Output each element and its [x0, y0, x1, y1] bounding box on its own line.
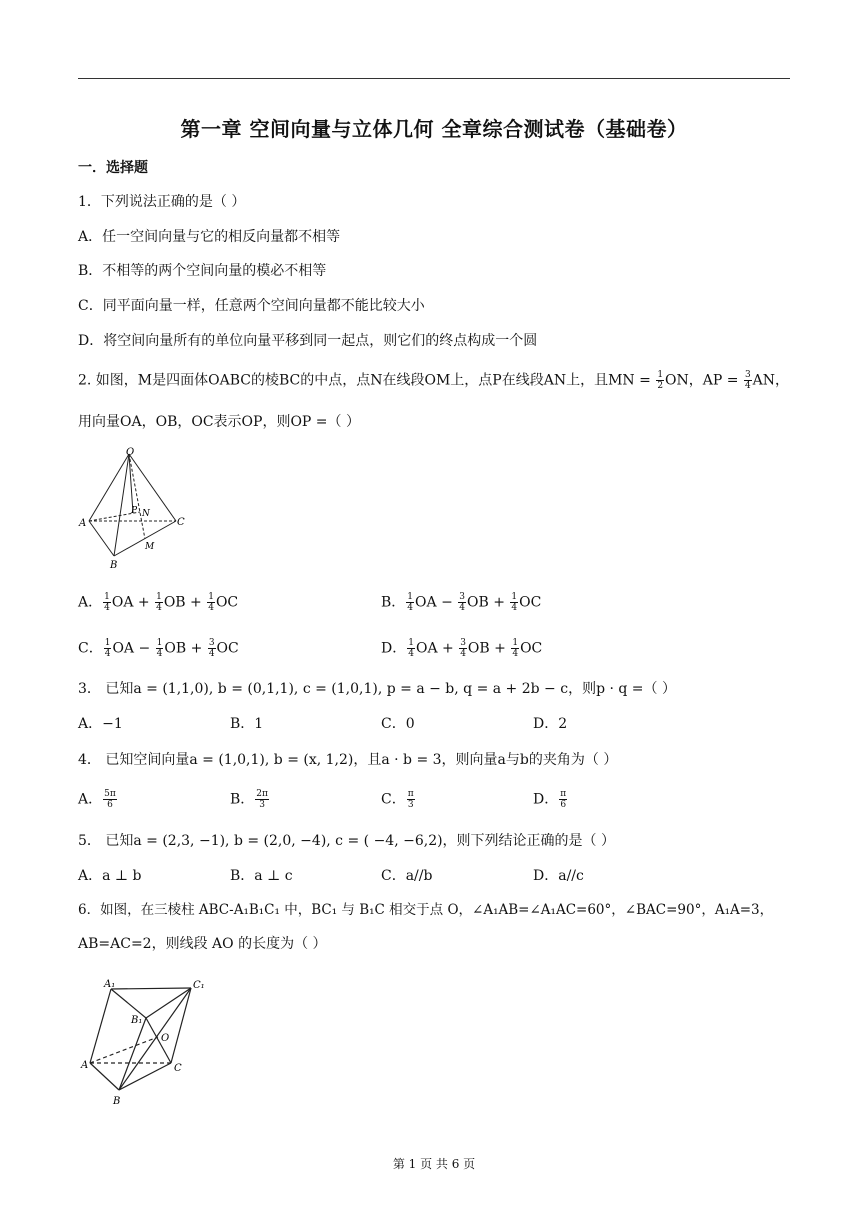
fraction	[559, 789, 567, 810]
q3-option-b: B．1	[230, 716, 264, 732]
label-o: O	[161, 1033, 170, 1044]
fraction	[104, 638, 112, 659]
edge-a1c1	[111, 988, 191, 989]
q3-option-d: D．2	[533, 716, 568, 732]
denominator: 4	[744, 381, 751, 391]
q2-stem-part-b: ON，AP =	[665, 372, 743, 389]
denominator: 4	[512, 649, 519, 659]
edge-oa	[89, 454, 129, 521]
q4-option-d	[533, 789, 568, 810]
term: OA +	[415, 640, 459, 657]
label-c: C	[177, 517, 185, 528]
denominator: 6	[560, 800, 567, 810]
option-label: C．	[381, 791, 406, 808]
edge-bc	[119, 1063, 171, 1090]
denominator: 4	[208, 603, 214, 613]
q2-option-c	[78, 638, 239, 659]
q2-stem	[78, 370, 789, 391]
page-footer: 第 1 页 共 6 页	[392, 1157, 476, 1171]
term: OC	[216, 640, 239, 657]
edge-a1a	[90, 989, 111, 1063]
q2-option-b	[381, 592, 541, 613]
numerator: 1	[657, 370, 664, 380]
term: OA −	[415, 594, 458, 611]
denominator: 4	[156, 649, 163, 659]
q4-option-c	[381, 789, 416, 810]
denominator: 6	[107, 800, 113, 810]
q2-stem-part-c: AN，	[752, 372, 790, 389]
label-b: B	[113, 1096, 121, 1107]
option-label: D．	[381, 640, 407, 657]
fraction	[207, 592, 215, 613]
numerator: 1	[156, 592, 162, 602]
label-b1: B₁	[131, 1015, 143, 1026]
numerator: 1	[511, 592, 518, 602]
denominator: 4	[104, 603, 110, 613]
fraction	[406, 592, 414, 613]
label-n: N	[142, 509, 150, 519]
denominator: 4	[408, 649, 414, 659]
denominator: 3	[259, 800, 265, 810]
numerator: 3	[460, 638, 466, 648]
label-b: B	[110, 560, 118, 571]
q6-stem: 6．如图，在三棱柱 ABC-A₁B₁C₁ 中，BC₁ 与 B₁C 相交于点 O，∠A₁AB=∠A₁AC=60°，∠BAC=90°，A₁A=3，	[78, 902, 774, 918]
numerator: 3	[208, 638, 215, 648]
label-m: M	[145, 542, 155, 552]
q4-option-b	[230, 789, 270, 810]
numerator: 1	[512, 638, 519, 648]
q6-stem-line2: AB=AC=2，则线段 AO 的长度为（ ）	[78, 936, 327, 952]
fraction	[155, 592, 163, 613]
option-label: B．	[230, 791, 255, 808]
edge-ob	[114, 454, 129, 556]
label-a: A	[81, 1060, 89, 1071]
q1-option-c: C．同平面向量一样，任意两个空间向量都不能比较大小	[78, 298, 425, 314]
segment-bc1	[119, 988, 191, 1090]
q1-option-d: D．将空间向量所有的单位向量平移到同一起点，则它们的终点构成一个圆	[78, 333, 538, 349]
q2-option-a	[78, 592, 238, 613]
numerator: 5π	[104, 789, 116, 799]
fraction	[255, 789, 269, 810]
fraction	[208, 638, 216, 659]
denominator: 4	[459, 603, 465, 613]
fraction	[744, 370, 752, 391]
denominator: 4	[104, 649, 111, 659]
label-p: P	[131, 506, 138, 516]
q3-option-a: A．−1	[78, 716, 123, 732]
q1-option-b: B．不相等的两个空间向量的模必不相等	[78, 263, 327, 279]
label-a1: A₁	[104, 979, 116, 990]
fraction	[458, 592, 466, 613]
numerator: π	[560, 789, 567, 799]
fraction	[656, 370, 664, 391]
fraction	[459, 638, 467, 659]
term: OA −	[112, 640, 155, 657]
option-label: C．	[78, 640, 103, 657]
q1-option-a: A．任一空间向量与它的相反向量都不相等	[78, 229, 341, 245]
fraction	[103, 592, 111, 613]
numerator: 1	[104, 592, 110, 602]
option-label: B．	[381, 594, 406, 611]
fraction	[510, 592, 518, 613]
denominator: 3	[407, 800, 414, 810]
numerator: 1	[407, 592, 414, 602]
edge-a1b1	[111, 989, 146, 1018]
q2-stem-part-a: 2. 如图，M是四面体OABC的棱BC的中点，点N在线段OM上，点P在线段AN上，且MN =	[78, 372, 656, 389]
numerator: 3	[459, 592, 465, 602]
term: OC	[519, 594, 542, 611]
q3-stem: 3． 已知a = (1,1,0), b = (0,1,1), c = (1,0,1), p = a − b, q = a + 2b − c，则p · q =（ ）	[78, 681, 676, 697]
denominator: 4	[511, 603, 518, 613]
option-label: A．	[78, 594, 103, 611]
fraction	[407, 638, 415, 659]
term: OB +	[164, 640, 207, 657]
numerator: 3	[744, 370, 751, 380]
option-label: D．	[533, 791, 559, 808]
numerator: π	[407, 789, 414, 799]
edge-ab	[90, 1063, 119, 1090]
denominator: 4	[407, 603, 414, 613]
edge-b1b	[119, 1018, 146, 1090]
q5-option-c: C．a//b	[381, 868, 433, 884]
q4-stem: 4． 已知空间向量a = (1,0,1), b = (x, 1,2)，且a · b = 3，则向量a与b的夹角为（ ）	[78, 752, 618, 768]
q3-option-c: C．0	[381, 716, 415, 732]
term: OC	[520, 640, 543, 657]
q2-stem-line2: 用向量OA，OB，OC表示OP，则OP =（ ）	[78, 414, 360, 430]
q5-option-d: D．a//c	[533, 868, 584, 884]
page-title: 第一章 空间向量与立体几何 全章综合测试卷（基础卷）	[180, 117, 688, 141]
term: OB +	[163, 594, 207, 611]
q1-stem: 1．下列说法正确的是（ ）	[78, 194, 246, 210]
denominator: 4	[208, 649, 215, 659]
fraction	[103, 789, 117, 810]
prism-figure	[78, 974, 218, 1110]
term: OA +	[111, 594, 155, 611]
label-o: O	[126, 447, 135, 458]
label-c1: C₁	[193, 980, 205, 991]
numerator: 2π	[256, 789, 268, 799]
edge-ab	[89, 521, 114, 556]
segment-op	[129, 454, 133, 513]
q5-stem: 5． 已知a = (2,3, −1), b = (2,0, −4), c = ( −4, −6,2)，则下列结论正确的是（ ）	[78, 833, 616, 849]
term: OC	[215, 594, 239, 611]
fraction	[156, 638, 164, 659]
numerator: 1	[208, 592, 214, 602]
q5-option-a: A．a ⊥ b	[78, 868, 142, 884]
numerator: 1	[156, 638, 163, 648]
numerator: 1	[104, 638, 111, 648]
header-rule	[78, 78, 790, 79]
tetrahedron-figure	[76, 446, 196, 572]
fraction	[407, 789, 415, 810]
q5-option-b: B．a ⊥ c	[230, 868, 293, 884]
label-c: C	[174, 1063, 182, 1074]
fraction	[511, 638, 519, 659]
term: OB +	[466, 594, 510, 611]
denominator: 2	[657, 381, 664, 391]
option-label: A．	[78, 791, 103, 808]
q4-option-a	[78, 789, 118, 810]
denominator: 4	[460, 649, 466, 659]
q2-option-d	[381, 638, 542, 659]
numerator: 1	[408, 638, 414, 648]
term: OB +	[467, 640, 511, 657]
label-a: A	[79, 518, 87, 529]
section-heading: 一．选择题	[78, 160, 148, 176]
denominator: 4	[156, 603, 162, 613]
